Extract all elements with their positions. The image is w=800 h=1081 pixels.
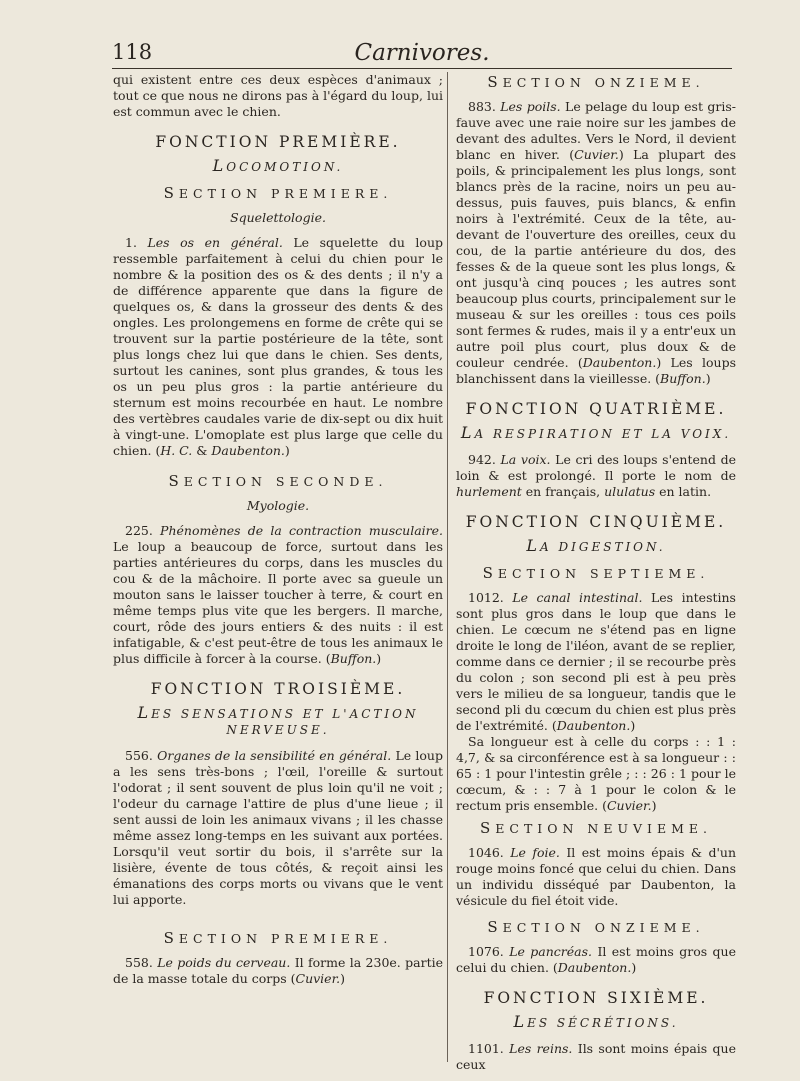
paragraph-942 <box>456 452 736 500</box>
paragraph-title: La voix. <box>500 452 551 467</box>
paragraph-number: 225. <box>125 523 153 538</box>
section-heading <box>113 473 443 490</box>
term: ululatus <box>604 484 656 499</box>
paragraph-text: Le loup a les sens très-bons ; l'œil, l'oreille & surtout l'odorat ; il sent souvent de plus loin qu'il ne voit ; l'odeur du carnage l'attire de plus d'une lieue ; il sent aussi de loin les animaux vivans ; il les chasse même assez long-temps en les suivant aux portées. Lorsqu'il veut sortir du bois, il s'arrête sur la lisière, évente de tous côtés, & reçoit ainsi les émanations des corps morts ou vivans que le vent lui apporte. <box>113 748 443 907</box>
paragraph-title: Phénomènes de la contraction musculaire. <box>160 523 443 538</box>
topic-squelettologie: Squelettologie. <box>230 210 326 225</box>
header-rule <box>112 68 732 69</box>
running-title: Carnivores. <box>354 40 490 66</box>
paragraph-1 <box>113 235 443 459</box>
section-cap: S <box>168 472 184 490</box>
function-heading-4: FONCTION QUATRIÈME. <box>465 400 727 418</box>
paragraph-text: Le loup a beaucoup de force, surtout dans les parties antérieures du corps, dans les muscles du cou & de la mâchoire. Il porte avec sa gueule un mouton sans le laisser toucher à terre, & court en même temps plus vite que les bergers. Il marche, court, rôde des jours entiers & des nuits : il est infatigable, & c'est peut-être de tous les animaux le plus difficile à forcer à la course. ( <box>113 539 443 666</box>
topic-myologie: Myologie. <box>246 498 310 513</box>
paragraph-title: Les reins. <box>509 1041 573 1056</box>
citation: H. C. <box>160 443 193 458</box>
section-cap: S <box>163 184 179 202</box>
paragraph-number: 1076. <box>468 944 504 959</box>
section-text: ECTION PREMIERE. <box>178 186 393 201</box>
paragraph-text: Le squelette du loup ressemble parfaitement à celui du chien pour le nombre & la position des os & des dents ; il n'y a de différence apparente que dans la figure de quelques os, & dans la grosseur des dents & des ongles. Les prolongemens en forme de crête qui se trouvent sur la partie postérieure de la tête, sont plus longs chez lui que dans le chien. Ses dents, surtout les canines, sont plus grandes, & tous les os un peu plus gros : la partie antérieure du sternum est moins recourbée en haut. Le nombre des vertèbres caudales varie de dix-sept ou dix huit à vingt-une. L'omoplate est plus large que celle du chien. ( <box>113 235 444 458</box>
paren: ) <box>631 960 637 975</box>
paren: ) <box>284 443 290 458</box>
subheading-text: A DIGESTION. <box>540 540 666 554</box>
section-heading <box>456 820 736 837</box>
conjunction: & <box>192 443 212 458</box>
function-heading-1: FONCTION PREMIÈRE. <box>155 133 401 151</box>
right-column <box>456 72 736 1073</box>
drop-cap: L <box>526 536 541 555</box>
paragraph-text: Il est moins épais & d'un rouge moins foncé que celui du chien. Dans un individu disséqué par Daubenton, la vésicule du fiel étoit vide. <box>456 845 736 908</box>
page-number: 118 <box>112 40 153 64</box>
drop-cap: L <box>513 1012 528 1031</box>
paragraph-1046 <box>456 845 736 909</box>
citation: Cuvier. <box>295 971 341 986</box>
paragraph-number: 883. <box>468 99 496 114</box>
citation: Cuvier. <box>574 147 619 162</box>
citation: Daubenton. <box>211 443 285 458</box>
paragraph-1012 <box>456 590 736 734</box>
paren: ) <box>651 798 657 813</box>
citation: Daubenton. <box>556 718 631 733</box>
paragraph-text: ) La plupart des poils, & principalement les plus longs, sont blancs près de la racine, noirs un peu au-dessus, puis fauves, puis blancs, & enfin noirs à l'extrémité. Ceux de la tête, au-devant de l'ouverture des oreilles, ceux du cou, de la partie antérieure du dos, des fesses & de la queue sont les plus longs, & ont jusqu'à cinq pouces ; les autres sont beaucoup plus courts, principalement sur le museau & sur les oreilles : tous ces poils sont fermes & rudes, mais il y a entr'eux un autre poil plus court, plus doux & de couleur cendrée. ( <box>456 147 736 370</box>
paragraph-number: 556. <box>125 748 153 763</box>
paragraph-225 <box>113 523 443 667</box>
paragraph-title: Organes de la sensibilité en général. <box>157 748 392 763</box>
function-heading-5: FONCTION CINQUIÈME. <box>465 513 727 531</box>
drop-cap: L <box>460 423 475 442</box>
column-divider <box>447 72 448 1062</box>
section-text: ECTION SECONDE. <box>183 474 388 489</box>
intro-paragraph: qui existent entre ces deux espèces d'animaux ; tout ce que nous ne dirons pas à l'égard du loup, lui est commun avec le chien. <box>113 72 443 119</box>
paragraph-title: Les os en général. <box>147 235 283 250</box>
subheading-respiration <box>456 425 736 442</box>
paragraph-text: Il forme la 230e. partie de la masse totale du corps ( <box>113 955 443 986</box>
section-cap: S <box>487 73 503 91</box>
paren: ) <box>340 971 346 986</box>
section-text: ECTION PREMIERE. <box>178 931 393 946</box>
paragraph-1101 <box>456 1041 736 1073</box>
subheading-text: A RESPIRATION ET LA VOIX. <box>474 427 732 441</box>
subheading-text: OCOMOTION. <box>226 160 344 174</box>
paragraph-text: Le pelage du loup est gris-fauve avec une raie noire sur les jambes de devant des adultes. Vers le Nord, il devient blanc en hiver. ( <box>456 99 736 162</box>
subheading-digestion <box>456 538 736 555</box>
paragraph-title: Le pancréas. <box>509 944 593 959</box>
citation: Buffon. <box>330 651 377 666</box>
paragraph-number: 1. <box>125 235 137 250</box>
section-heading <box>456 565 736 582</box>
section-text: ECTION ONZIEME. <box>502 75 705 90</box>
paragraph-text: ) Les loups blanchissent dans la vieillesse. ( <box>456 355 736 386</box>
section-heading <box>456 919 736 936</box>
paragraph-title: Le canal intestinal. <box>512 590 643 605</box>
paragraph-text: Ils sont moins épais que ceux <box>456 1041 736 1072</box>
paragraph-text: en latin. <box>655 484 712 499</box>
left-column <box>113 72 443 987</box>
section-heading <box>113 185 443 202</box>
paragraph-558 <box>113 955 443 987</box>
paragraph-title: Le poids du cerveau. <box>157 955 291 970</box>
paragraph-number: 558. <box>125 955 153 970</box>
paragraph-text: Le cri des loups s'entend de loin & est prolongé. Il porte le nom de <box>456 452 736 483</box>
citation: Daubenton. <box>582 355 657 370</box>
subheading-text: ES SÉCRÉTIONS. <box>527 1016 679 1030</box>
function-heading-3: FONCTION TROISIÈME. <box>150 680 406 698</box>
function-heading-6: FONCTION SIXIÈME. <box>483 989 709 1007</box>
paragraph-1076 <box>456 944 736 976</box>
section-text: ECTION ONZIEME. <box>502 920 705 935</box>
section-cap: S <box>487 918 503 936</box>
section-heading <box>456 74 736 91</box>
paren: ) <box>705 371 711 386</box>
section-cap: S <box>480 819 496 837</box>
paragraph-text: Sa longueur est à celle du corps : : 1 : 4,7, & sa circonférence est à sa longueur : : 65 : 1 pour l'intestin grêle ; : : 26 : 1 pour le cœcum, & : : 7 à 1 pour le colon & le rectum pris ensemble. ( <box>456 734 736 813</box>
section-text: ECTION NEUVIEME. <box>495 821 712 836</box>
section-cap: S <box>482 564 498 582</box>
paren: ) <box>376 651 382 666</box>
paragraph-number: 1012. <box>468 590 504 605</box>
subheading-secretions <box>456 1014 736 1031</box>
subheading-locomotion <box>113 158 443 175</box>
citation: Cuvier. <box>606 798 652 813</box>
term: hurlement <box>456 484 522 499</box>
paragraph-title: Le foie. <box>510 845 560 860</box>
paragraph-number: 942. <box>468 452 496 467</box>
drop-cap: L <box>137 703 152 722</box>
subheading-text: ES SENSATIONS ET L'ACTION NERVEUSE. <box>151 707 419 737</box>
citation: Buffon. <box>660 371 706 386</box>
paragraph-number: 1101. <box>468 1041 504 1056</box>
citation: Daubenton. <box>557 960 632 975</box>
paragraph-title: Les poils. <box>500 99 561 114</box>
paren: ) <box>630 718 636 733</box>
section-cap: S <box>163 929 179 947</box>
subheading-sensations <box>113 705 443 738</box>
paragraph-text: Il est moins gros que celui du chien. ( <box>456 944 737 975</box>
paragraph-number: 1046. <box>468 845 504 860</box>
section-heading <box>113 930 443 947</box>
paragraph-longueur <box>456 734 736 814</box>
page-header <box>112 40 732 70</box>
paragraph-883 <box>456 99 736 387</box>
paragraph-text: en français, <box>521 484 605 499</box>
paragraph-556 <box>113 748 443 908</box>
paragraph-text: Les intestins sont plus gros dans le loup que dans le chien. Le cœcum ne s'étend pas en ligne droite le long de l'iléon, avant de se replier, comme dans ce dernier ; il se recourbe près du colon ; son second pli est à peu près vers le milieu de sa longueur, tandis que le second pli du cœcum du chien est plus près de l'extrémité. ( <box>456 590 736 733</box>
drop-cap: L <box>212 156 227 175</box>
section-text: ECTION SEPTIEME. <box>497 566 710 581</box>
